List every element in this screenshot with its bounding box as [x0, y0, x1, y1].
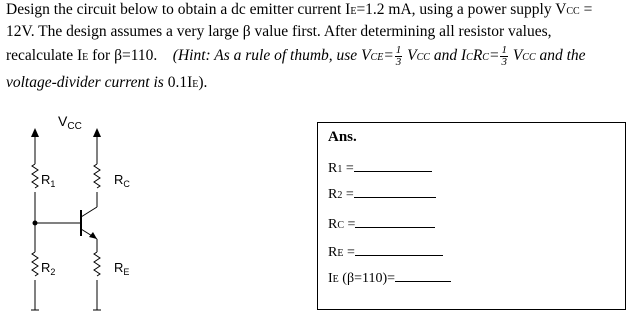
fraction-numerator: 1: [395, 44, 402, 56]
subscript: C: [482, 52, 489, 64]
hint-text: =: [383, 47, 394, 65]
subscript: CE: [370, 52, 384, 64]
r2-label: $R_2$: [41, 260, 56, 277]
problem-text: for β=110.: [88, 47, 158, 65]
subscript: CC: [522, 52, 536, 64]
r1-label: $R_1$: [41, 172, 56, 189]
emitter-arrow-icon: [89, 232, 97, 239]
answer-r1: R1 =: [328, 159, 432, 177]
subscript: E: [82, 52, 89, 64]
answer-blank-ie[interactable]: [395, 269, 451, 282]
rc-resistor: [94, 164, 100, 188]
problem-line-4: [6, 73, 636, 95]
answer-rc: RC =: [328, 215, 435, 233]
answer-blank-re[interactable]: [355, 243, 443, 256]
r1-resistor: [32, 164, 38, 188]
re-resistor: [94, 252, 100, 276]
subscript: C: [466, 52, 473, 64]
problem-text: ).: [198, 74, 208, 92]
hint-text: (Hint: As a rule of thumb, use V: [172, 47, 371, 65]
hint-text: V: [508, 47, 523, 65]
subscript: E: [192, 79, 199, 91]
problem-line-1: [6, 0, 636, 22]
answer-blank-r1[interactable]: [354, 159, 432, 172]
answer-blank-rc[interactable]: [355, 215, 435, 228]
subscript: CC: [416, 52, 430, 64]
hint-text: and I: [429, 47, 467, 65]
answer-re: RE =: [328, 243, 443, 261]
transistor-collector: [81, 207, 97, 217]
supply-arrow-icon: [31, 128, 39, 137]
problem-text: 0.1I: [163, 74, 193, 92]
node-dot: [33, 221, 38, 226]
subscript: E: [350, 6, 357, 17]
hint-text: =: [488, 47, 500, 65]
supply-arrow-icon: [93, 128, 101, 137]
problem-statement: [6, 0, 636, 95]
problem-text: =: [579, 1, 593, 18]
hint-text: and the: [535, 47, 586, 65]
vcc-label: $V_{CC}$: [58, 113, 82, 132]
answer-blank-r2[interactable]: [354, 185, 436, 198]
answer-ie: IE (β=110)=: [328, 269, 451, 287]
fraction-numerator: 1: [501, 44, 507, 56]
fraction-one-third: [395, 45, 403, 68]
hint-text: voltage-divider current is: [6, 74, 164, 92]
fraction-denominator: 3: [501, 56, 507, 68]
problem-text: =1.2 mA, using a power supply V: [356, 1, 567, 18]
answer-box: [317, 122, 626, 310]
answer-title: Ans.: [328, 129, 357, 145]
rc-label: $R_C$: [114, 172, 130, 189]
hint-text: R: [472, 47, 483, 65]
re-label: $R_E$: [114, 260, 130, 277]
problem-line-3: [6, 45, 636, 68]
hint: [172, 44, 586, 68]
subscript: CC: [566, 6, 580, 17]
problem-text: Design the circuit below to obtain a dc emitter current I: [6, 1, 351, 18]
problem-text: 12V. The design assumes a very large β value first. After determining all resistor values,: [6, 23, 552, 40]
problem-line-2: [6, 22, 636, 42]
answer-r2: R2 =: [328, 185, 436, 203]
fraction-one-third: [500, 45, 508, 68]
r2-resistor: [32, 252, 38, 276]
problem-text: recalculate I: [6, 47, 83, 65]
hint-text: V: [403, 47, 417, 65]
fraction-denominator: 3: [395, 56, 402, 68]
circuit-diagram: [18, 112, 168, 317]
